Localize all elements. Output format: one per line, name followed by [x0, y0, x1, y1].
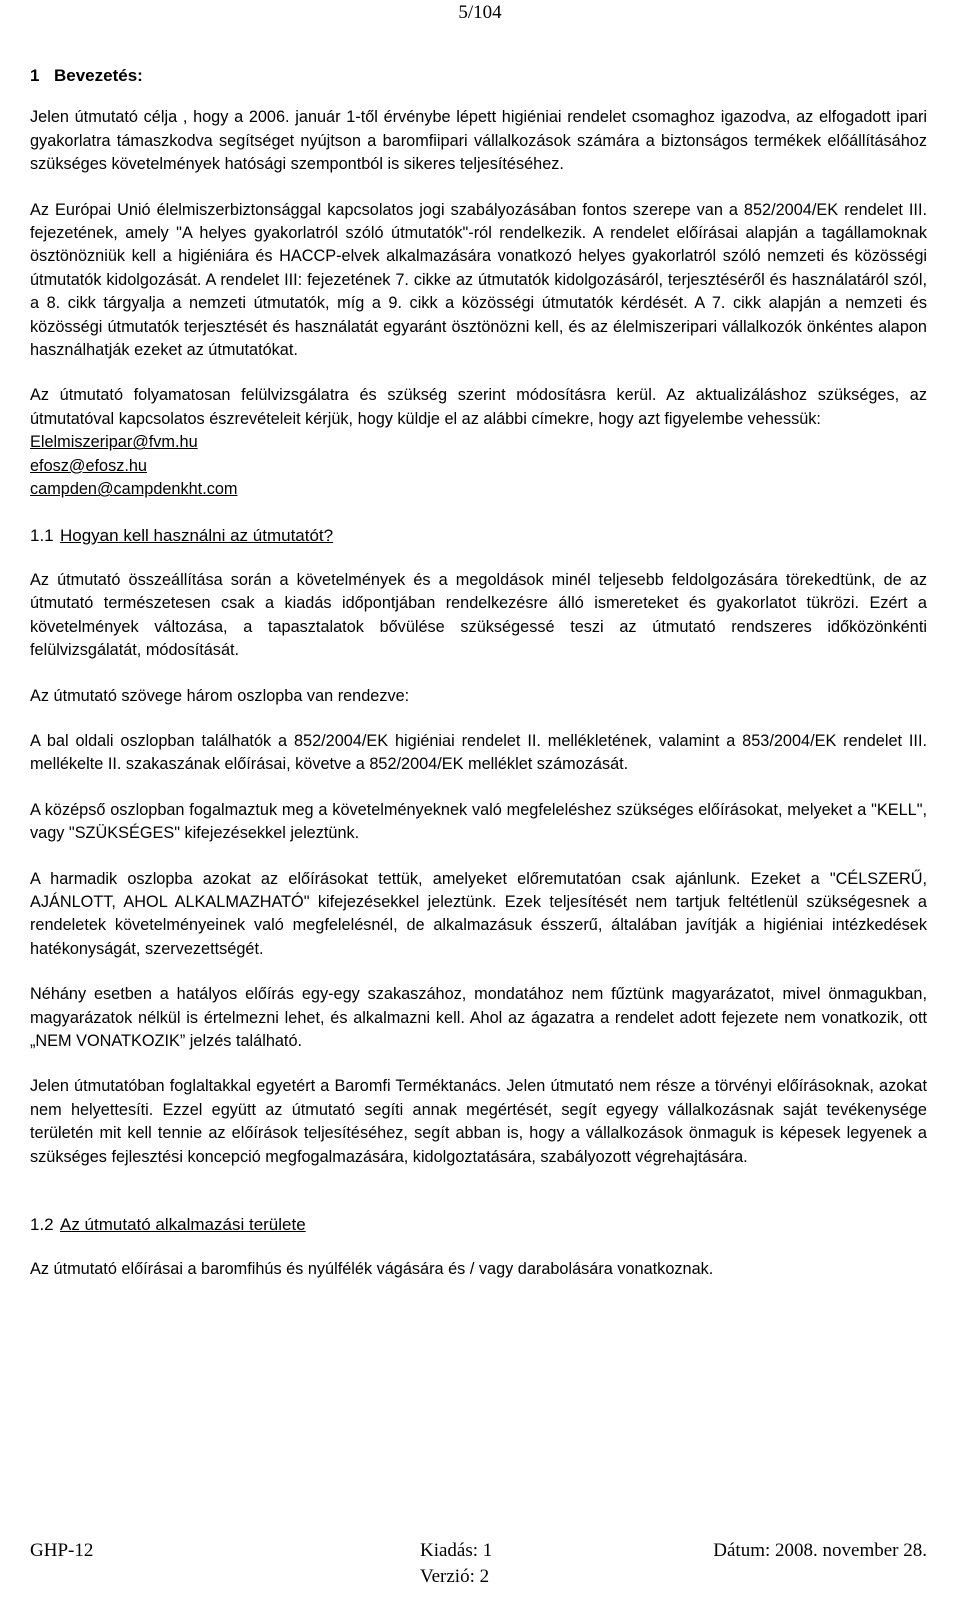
email-link-efosz[interactable]: efosz@efosz.hu	[30, 456, 147, 475]
paragraph-eu-regulation: Az Európai Unió élelmiszerbiztonsággal kapcsolatos jogi szabályozásában fontos szerepe van a 852/2004/EK rendelet III. fejezetének, amely "A helyes gyakorlatról szóló útmutatók"-ról rendelkezik. A rendelet előírásai alapján a tagállamoknak ösztönözniük kell a higiéniára és HACCP-elvek alkalmazására vonatkozó helyes gyakorlatról szóló nemzeti és közösségi útmutatók kidolgozását. A rendelet III: fejezetének 7. cikke az útmutatók kidolgozásáról, terjesztéséről és használatáról szól, a 8. cikk tárgyalja a nemzeti útmutatók, míg a 9. cikk a közösségi útmutatók kérdését. A 7. cikk alapján a nemzeti és közösségi útmutatók terjesztését és használatát egyaránt ösztönözni kell, és az élelmiszeripari vállalkozók önkéntes alapon használhatják ezeket az útmutatókat.	[30, 200, 927, 360]
section-title: Az útmutató alkalmazási területe	[60, 1215, 306, 1235]
footer-doc-code: GHP-12	[30, 1540, 94, 1561]
page-number: 5/104	[458, 2, 502, 23]
paragraph-scope: Az útmutató előírásai a baromfihús és nyúlfélék vágására és / vagy darabolására vonatkoznak.	[30, 1260, 714, 1279]
section-title: Hogyan kell használni az útmutatót?	[60, 525, 334, 545]
footer-edition: Kiadás: 1	[420, 1540, 493, 1561]
footer-date: Dátum: 2008. november 28.	[713, 1540, 927, 1561]
section-number: 1.1	[30, 525, 54, 545]
paragraph-no-explanation: Néhány esetben a hatályos előírás egy-egy szakaszához, mondatához nem fűztünk magyarázatot, mivel önmagukban, magyarázatok nélkül is értelmezni lehet, és alkalmazni kell. Ahol az ágazatra a rendelet adott fejezete nem vonatkozik, ott „NEM VONATKOZIK” jelzés található.	[30, 985, 927, 1050]
section-heading-1	[30, 64, 927, 87]
paragraph-purpose: Jelen útmutató célja , hogy a 2006. január 1-től érvénybe lépett higiéniai rendelet csomaghoz igazodva, az elfogadott ipari gyakorlatra támaszkodva segítséget nyújtson a baromfiipari vállalkozások számára a biztonságos termékek előállításához szükséges követelmények hatósági szempontból is sikeres teljesítéséhez.	[30, 108, 927, 174]
section-title: Bevezetés:	[54, 66, 143, 85]
document-body	[30, 64, 927, 1304]
footer-edition-block	[420, 1538, 540, 1590]
section-heading-1-1	[30, 524, 927, 547]
email-link-campden[interactable]: campden@campdenkht.com	[30, 480, 238, 499]
paragraph-agreement: Jelen útmutatóban foglaltakkal egyetért a Baromfi Terméktanács. Jelen útmutató nem része a törvényi előírásoknak, azokat nem helyettesíti. Ezzel együtt az útmutató segíti annak megértését, segít egyegy vállalkozásnak saját tevékenysége területén mit kell tennie az előírások teljesítéséhez, segít abban is, hogy a vállalkozások önmaguk is képesek legyenek a szükséges fejlesztési koncepció megfogalmazására, kidolgoztatására, szabályozott végrehajtására.	[30, 1077, 927, 1166]
section-number: 1	[30, 66, 40, 85]
paragraph-review: Az útmutató folyamatosan felülvizsgálatra és szükség szerint módosításra kerül. Az aktualizáláshoz szükséges, az útmutatóval kapcsolatos észrevételeit kérjük, hogy küldje el az alábbi címekre, hogy azt figyelembe vehessük:	[30, 386, 927, 428]
section-number: 1.2	[30, 1215, 54, 1235]
section-heading-1-2	[30, 1213, 927, 1236]
paragraph-middle-column: A középső oszlopban fogalmaztuk meg a követelményeknek való megfeleléshez szükséges előírásokat, melyeket a "KELL", vagy "SZÜKSÉGES" kifejezésekkel jeleztünk.	[30, 800, 927, 843]
footer-version: Verzió: 2	[420, 1566, 490, 1587]
email-list	[30, 431, 927, 501]
paragraph-three-columns: Az útmutató szövege három oszlopba van rendezve:	[30, 686, 410, 705]
paragraph-left-column: A bal oldali oszlopban találhatók a 852/2004/EK higiéniai rendelet II. mellékletének, valamint a 853/2004/EK rendelet III. mellékelte II. szakaszának előírásai, követve a 852/2004/EK melléklet számozását.	[30, 731, 927, 774]
paragraph-compilation: Az útmutató összeállítása során a követelmények és a megoldások minél teljesebb feldolgozására törekedtünk, de az útmutató természetesen csak a kiadás időpontjában rendelkezésre álló ismereteket és gyakorlatot tükrözi. Ezért a követelmények változása, a tapasztalatok bővülése szükségessé teszi az útmutató rendszeres időközönkénti felülvizsgálatát, módosítását.	[30, 570, 927, 660]
email-link-fvm[interactable]: Elelmiszeripar@fvm.hu	[30, 433, 198, 452]
paragraph-third-column: A harmadik oszlopba azokat az előírásokat tettük, amelyeket előremutatóan csak ajánlunk. Ezeket a "CÉLSZERŰ, AJÁNLOTT, AHOL ALKALMAZHATÓ" kifejezésekkel jeleztünk. Ezek teljesítését nem tartjuk feltétlenül szükségesnek a rendeletek követelményeinek való megfelelésnél, de alkalmazásuk ésszerű, általában javítják a higiéniai intézkedések hatékonyságát, szervezettségét.	[30, 869, 927, 958]
